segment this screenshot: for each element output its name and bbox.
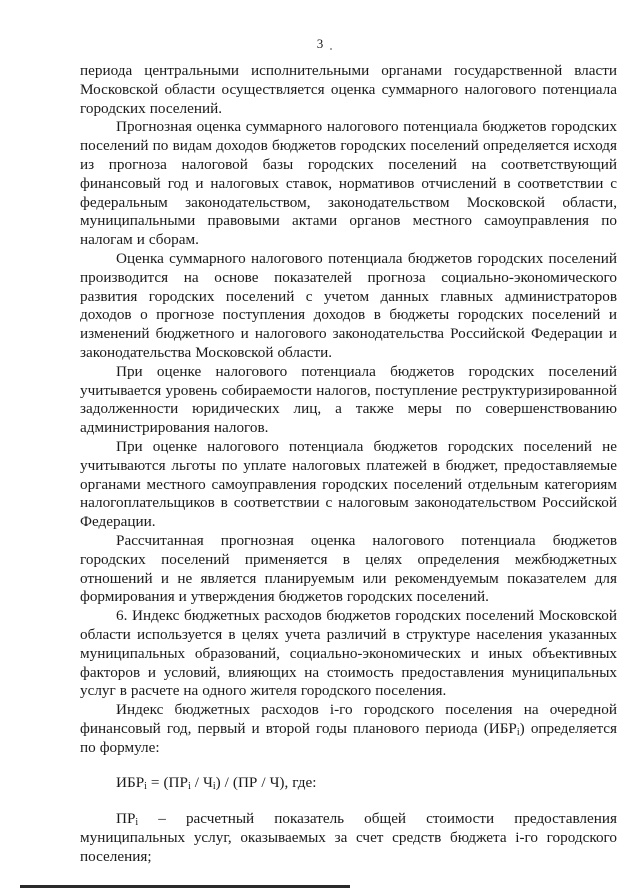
index-intro-paragraph: Индекс бюджетных расходов i-го городского поселения на очередной финансовый год, первый и второй годы планового периода $(ИБР_i)$ определяется по формуле: bbox=[80, 701, 617, 756]
paragraph-7-section-6: 6. Индекс бюджетных расходов бюджетов городских поселений Московской области используется в целях учета различий в структуре населения указанных муниципальных образований, социально-экономических и иных объективных факторов и условий, влияющих на стоимость предоставления муниципальных услуг в расчете на одного жителя городского поселения. bbox=[80, 607, 617, 700]
definition-pr: $ПР_i$ – расчетный показатель общей стоимости предоставления муниципальных услуг, оказываемых за счет средств бюджета i-го городского поселения; bbox=[80, 810, 617, 865]
document-body bbox=[80, 62, 617, 867]
page-number: 3 bbox=[316, 36, 324, 51]
paragraph-5: При оценке налогового потенциала бюджетов городских поселений не учитываются льготы по уплате налоговых платежей в бюджет, предоставляемые органами местного самоуправления городских поселений отдельным категориям налогоплательщиков в соответствии с налоговым законодательством Российской Федерации. bbox=[80, 437, 617, 531]
paragraph-2: Прогнозная оценка суммарного налогового потенциала бюджетов городских поселений по видам доходов бюджетов городских поселений определяется исходя из прогноза налоговой базы городских поселений на соответствующий финансовый год и налоговых ставок, нормативов отчислений в соответствии с федеральным законодательством, законодательством Московской области, муниципальными правовыми актами органов местного самоуправления по налогам и сборам. bbox=[80, 118, 617, 249]
paragraph-3: Оценка суммарного налогового потенциала бюджетов городских поселений производится на основе показателей прогноза социально-экономического развития городских поселений с учетом данных главных администраторов доходов о прогнозе поступления доходов в бюджеты городских поселений и изменений бюджетного и налогового законодательства Российской Федерации и законодательства Московской области. bbox=[80, 249, 617, 361]
formula-ibr: $ИБР_i = (ПР_i / Ч_i) / (ПР / Ч)$, где: bbox=[116, 774, 317, 793]
paragraph-1: периода центральными исполнительными органами государственной власти Московской области осуществляется оценка суммарного налогового потенциала городских поселений. bbox=[80, 62, 617, 117]
paragraph-6: Рассчитанная прогнозная оценка налогового потенциала бюджетов городских поселений применяется в целях определения межбюджетных отношений и не является планируемым или рекомендуемым показателем для формирования и утверждения бюджетов городских поселений. bbox=[80, 531, 617, 606]
bottom-rule bbox=[20, 885, 350, 888]
paragraph-4: При оценке налогового потенциала бюджетов городских поселений учитывается уровень собираемости налогов, поступление реструктуризированной задолженности юридических лиц, а также меры по совершенствованию администрирования налогов. bbox=[80, 362, 617, 437]
scan-speck bbox=[330, 48, 332, 50]
